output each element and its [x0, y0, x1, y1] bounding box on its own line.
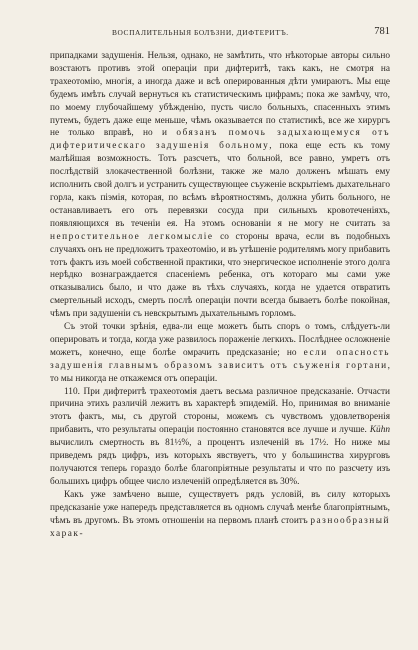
page-header	[50, 26, 390, 42]
paragraph-4	[50, 489, 390, 541]
text-segment: Съ этой точки зрѣнія, едва-ли еще можетъ быть споръ о томъ, слѣдуетъ-ли оперировать и тогда, когда уже развилось пораженіе легкихъ. Послѣднее осложненіе можетъ, конечно, еще болѣе омрачить предсказаніе; но	[50, 322, 390, 358]
text-segment: со стороны врача, если въ подобныхъ случаяхъ онъ не предложитъ трахеотомію, и въ утѣшеніе родителямъ могу прибавить тотъ фактъ изъ моей собственной практики, что энергическое исполненіе этого долга нерѣдко вознаграждается спасеніемъ ребенка, отъ котораго мы сами уже отказывались было, и что даже въ тѣхъ случаяхъ, когда не удается отвратить смертельный исходъ, смерть послѣ операціи почти всегда бываетъ болѣе покойная, чѣмъ при задушеніи съ невскрытымъ дыхательнымъ горломъ.	[50, 231, 390, 320]
text-segment: вычислилъ смертность въ 81½%, а процентъ излеченій въ 17½. Но ниже мы приведемъ рядъ цифръ, изъ которыхъ явствуетъ, что у большинства хирурговъ получаются теперь гораздо болѣе благопріятные результаты и что по разсчету изъ большихъ цифръ общее число излеченій опредѣляется въ 30%.	[50, 438, 390, 487]
paragraph-3	[50, 386, 390, 489]
text-segment: припадками задушенія. Нельзя, однако, не замѣтить, что нѣкоторые авторы сильно возстаютъ противъ этой операціи при дифтеритѣ, такъ какъ, не смотря на трахеотомію, многія, а иногда даже и всѣ оперированныя дѣти умираютъ. Мы еще будемъ имѣть случай вернуться къ статистическимъ цифрамъ; пока же замѣчу, что, по моему глубочайшему убѣжденію, пусть число больныхъ, спасенныхъ этимъ путемъ, будетъ даже еще меньше, чѣмъ оказывается по статистикѣ, все же хирургъ не только вправѣ, но и	[50, 51, 390, 139]
body-text	[50, 50, 390, 540]
running-title: ВОСПАЛИТЕЛЬНЫЯ БОЛѢЗНИ, ДИФТЕРИТЪ.	[112, 28, 289, 37]
emphasized-text: обязанъ помочь задыхающемуся отъ дифтеритическаго задушенія больному	[50, 128, 391, 152]
emphasized-text: непростительное легкомысліе	[50, 231, 214, 242]
text-segment: , пока еще есть къ тому малѣйшая возможность. Тотъ разсчетъ, что больной, все равно, умретъ отъ послѣдствій злокачественной болѣзни, также же мало долженъ мѣшать ему исполнить свой долгъ и устранить существующее съуженіе вскрытіемъ дыхательнаго горла, какъ піэмія, которая, по всѣмъ вѣроятностямъ, должна убить больного, не останавливаетъ его отъ перевязки сосуда при сильныхъ кровотеченіяхъ, появляющихся въ теченіи ея. На этомъ основаніи я не могу не считать за	[50, 141, 390, 229]
paragraph-1	[50, 50, 390, 321]
emphasized-text: разнообразный харак-	[50, 515, 390, 539]
author-name: Kühn	[369, 425, 390, 436]
emphasized-text: если опасность задушенія главнымъ образомъ зависитъ отъ съуженія гортани	[50, 347, 390, 371]
text-segment: , то мы никогда не откажемся отъ операціи.	[50, 360, 390, 384]
text-segment: 110. При дифтеритѣ трахеотомія даетъ весьма различное предсказаніе. Отчасти причина этихъ различій лежитъ въ характерѣ эпидемій. Но, принимая во вниманіе этотъ фактъ, мы, съ другой стороны, можемъ съ чувствомъ удовлетворенія прибавить, что результаты операціи постоянно становятся все лучше и лучше.	[50, 386, 390, 436]
text-segment: Какъ уже замѣчено выше, существуетъ рядъ условій, въ силу которыхъ предсказаніе уже напередъ представляется въ одномъ случаѣ менѣе благопріятнымъ, чѣмъ въ другомъ. Въ этомъ отношеніи на первомъ планѣ стоитъ	[50, 489, 390, 526]
paragraph-2	[50, 321, 390, 386]
page-number: 781	[374, 26, 390, 37]
